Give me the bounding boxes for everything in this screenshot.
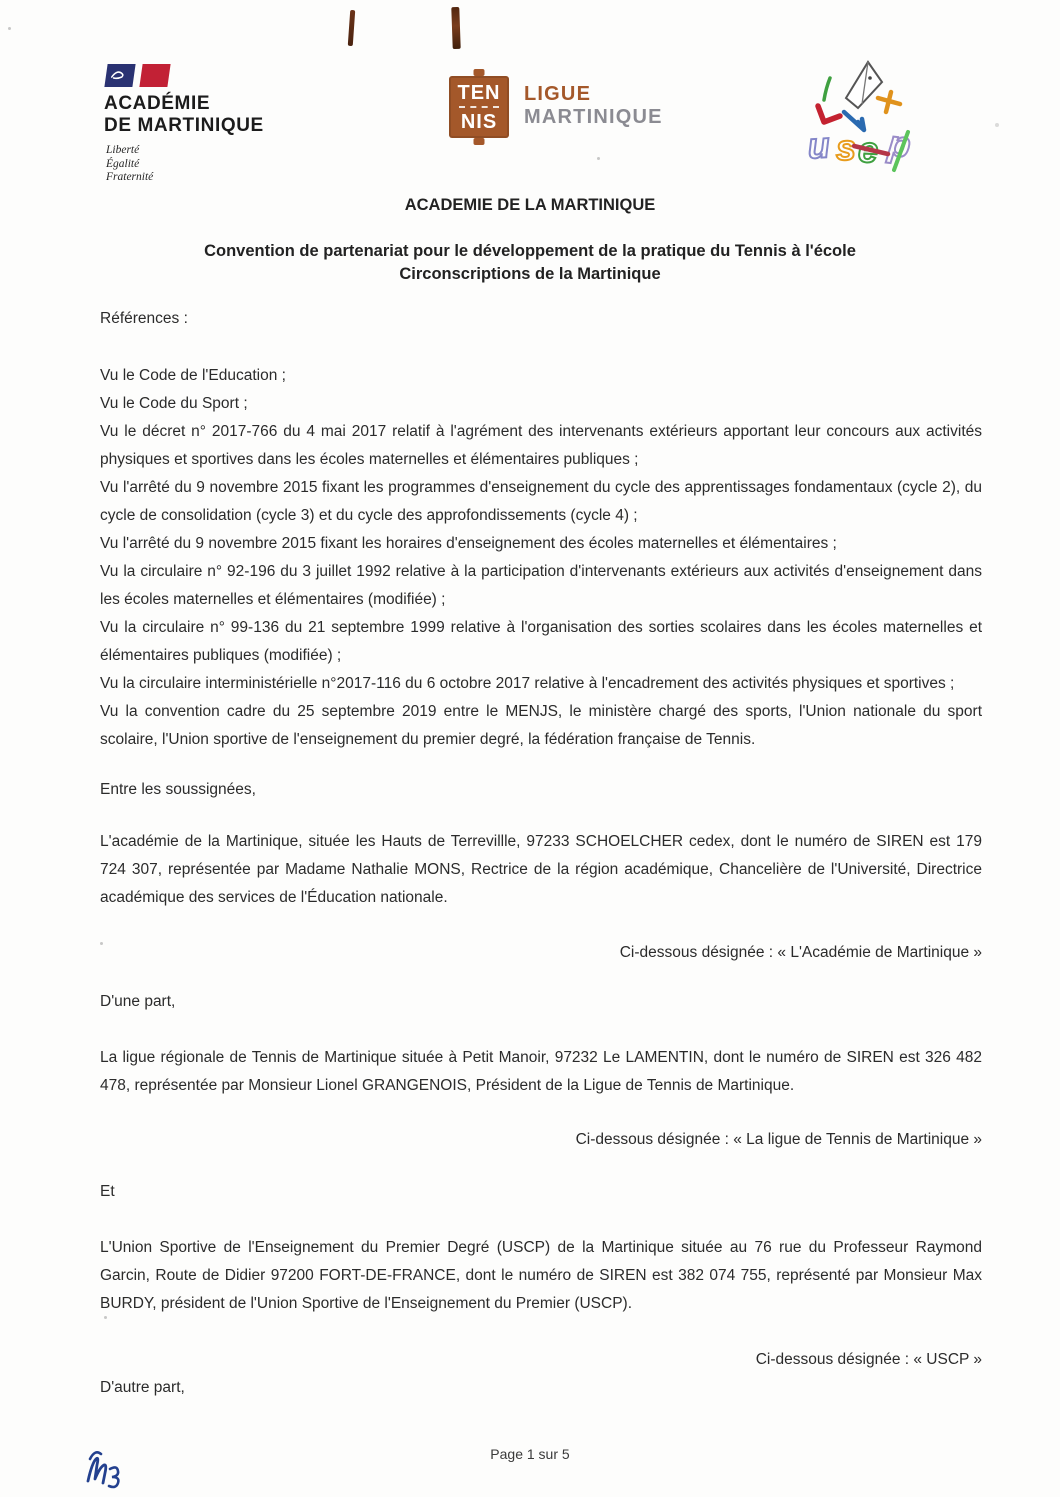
martinique-label: MARTINIQUE	[524, 106, 663, 128]
vu-item: Vu la circulaire n° 92-196 du 3 juillet 1992 relative à la participation d'intervenants extérieurs aux activités d'enseignement dans les écoles maternelles et élémentaires (modifiée) ;	[100, 563, 982, 608]
et-connector: Et	[100, 1183, 115, 1200]
scan-binding-mark	[451, 7, 460, 49]
tennis-net-post-icon	[449, 76, 509, 138]
designation-academie: Ci-dessous désignée : « L'Académie de Martinique »	[619, 944, 982, 961]
scan-speck	[995, 123, 999, 127]
academie-party-paragraph: L'académie de la Martinique, située les Hauts de Terrevillle, 97233 SCHOELCHER cedex, dont le numéro de SIREN est 179 724 307, représentée par Madame Nathalie MONS, Rectrice de la région académique, Chancelière de l'Université, Directrice académique des services de l'Éducation nationale.	[100, 833, 982, 906]
academie-martinique-logo	[104, 64, 314, 185]
references-label: Références :	[100, 310, 188, 327]
document-title: ACADEMIE DE LA MARTINIQUE	[404, 196, 656, 214]
dune-part: D'une part,	[100, 993, 176, 1010]
svg-text:e: e	[857, 128, 880, 171]
french-flag-icon	[106, 64, 314, 88]
ligue-label: LIGUE	[524, 83, 592, 105]
ligue-party-paragraph: La ligue régionale de Tennis de Martinique située à Petit Manoir, 97232 Le LAMENTIN, dont le numéro de SIREN est 326 482 478, représentée par Monsieur Lionel GRANGENOIS, Président de la Ligue de Tennis de Martinique.	[100, 1049, 982, 1094]
scan-speck	[597, 157, 600, 160]
entre-les-soussignees: Entre les soussignées,	[100, 781, 256, 798]
vu-item: Vu la convention cadre du 25 septembre 2019 entre le MENJS, le ministère chargé des sports, l'Union nationale du sport scolaire, l'Union sportive de l'enseignement du premier degré, la fédération française de Tennis.	[100, 703, 982, 748]
tennis-net-line	[459, 106, 499, 108]
scan-binding-mark	[348, 10, 355, 46]
usep-logo	[796, 56, 928, 174]
handwritten-initials-icon	[84, 1443, 148, 1497]
usep-sketch-icon	[796, 56, 928, 174]
svg-text:s: s	[836, 127, 857, 168]
document-subtitle	[0, 240, 1060, 285]
republic-motto	[106, 144, 314, 185]
subtitle-line2: Circonscriptions de la Martinique	[399, 264, 661, 283]
vu-item: Vu le Code du Sport ;	[100, 395, 248, 412]
ligue-tennis-martinique-logo	[449, 76, 663, 138]
handwritten-initials	[84, 1443, 148, 1497]
vu-item: Vu l'arrêté du 9 novembre 2015 fixant les horaires d'enseignement des écoles maternelles et élémentaires ;	[100, 535, 837, 552]
academie-name-line2: DE MARTINIQUE	[104, 115, 264, 136]
svg-text:p: p	[886, 122, 913, 166]
academie-name-line1: ACADÉMIE	[104, 93, 211, 114]
page-number: Page 1 sur 5	[490, 1446, 570, 1462]
designation-usep: Ci-dessous désignée : « USCP »	[755, 1351, 982, 1368]
svg-text:u: u	[806, 124, 832, 167]
vu-item: Vu le décret n° 2017-766 du 4 mai 2017 relatif à l'agrément des intervenants extérieurs apportant leur concours aux activités physiques et sportives dans les écoles maternelles et élémentaires publiques ;	[100, 423, 982, 468]
motto-liberte: Liberté	[106, 144, 140, 156]
tennis-box-bottom-text: NIS	[460, 110, 498, 133]
designation-ligue: Ci-dessous désignée : « La ligue de Tennis de Martinique »	[575, 1131, 982, 1148]
scan-speck	[8, 27, 11, 30]
usep-party-paragraph: L'Union Sportive de l'Enseignement du Premier Degré (USCP) de la Martinique située au 76 rue du Professeur Raymond Garcin, Route de Didier 97200 FORT-DE-FRANCE, dont le numéro de SIREN est 382 074 755, représenté par Monsieur Max BURDY, président de l'Union Sportive de l'Enseignement du Premier (USCP).	[100, 1239, 982, 1312]
vu-item: Vu la circulaire n° 99-136 du 21 septembre 1999 relative à l'organisation des sorties scolaires dans les écoles maternelles et élémentaires publiques (modifiée) ;	[100, 619, 982, 664]
subtitle-line1: Convention de partenariat pour le développement de la pratique du Tennis à l'école	[204, 242, 856, 260]
document-body	[100, 305, 982, 1402]
tennis-box-top-text: TEN	[457, 81, 501, 104]
marianne-profile-icon	[109, 68, 129, 82]
motto-egalite: Égalité	[106, 157, 140, 170]
motto-fraternite: Fraternité	[106, 171, 154, 183]
vu-item: Vu l'arrêté du 9 novembre 2015 fixant les programmes d'enseignement du cycle des apprentissages fondamentaux (cycle 2), du cycle de consolidation (cycle 3) et du cycle des approfondissements (cycle 4) ;	[100, 479, 982, 524]
vu-item: Vu la circulaire interministérielle n°2017-116 du 6 octobre 2017 relative à l'encadrement des activités physiques et sportives ;	[100, 675, 955, 692]
dautre-part: D'autre part,	[100, 1379, 185, 1396]
vu-item: Vu le Code de l'Education ;	[100, 367, 286, 384]
